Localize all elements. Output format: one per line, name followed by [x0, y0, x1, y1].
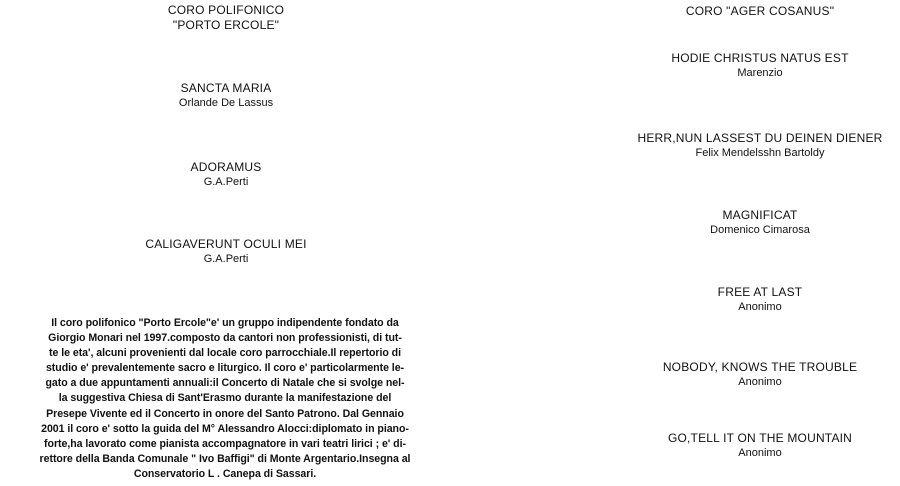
program-item	[605, 51, 900, 81]
bio-line: studio e' prevalentemente sacro e liturgico. Il coro e' particolarmente le-	[45, 362, 405, 375]
piece-composer: Marenzio	[737, 67, 783, 79]
program-item	[605, 131, 900, 161]
piece-composer: G.A.Perti	[203, 253, 249, 265]
piece-composer: Domenico Cimarosa	[710, 224, 810, 236]
bio-line: te le eta', alcuni provenienti dal locale coro parrocchiale.Il repertorio di	[49, 347, 401, 360]
bio-line: forte,ha lavorato come pianista accompagnatore in vari teatri lirici ; e' di-	[44, 437, 406, 450]
choir-biography	[10, 316, 440, 482]
program-item	[605, 431, 900, 461]
piece-title: NOBODY, KNOWS THE TROUBLE	[662, 360, 858, 374]
bio-line: Giorgio Monari nel 1997.composto da cantori non professionisti, di tut-	[48, 332, 402, 345]
choir-name-line2: "PORTO ERCOLE"	[172, 18, 280, 32]
piece-title: CALIGAVERUNT OCULI MEI	[145, 237, 307, 251]
program-item	[605, 208, 900, 238]
choir-name: CORO "AGER COSANUS"	[685, 4, 835, 18]
piece-title: HODIE CHRISTUS NATUS EST	[671, 51, 849, 65]
piece-title: ADORAMUS	[190, 160, 262, 174]
piece-title: HERR,NUN LASSEST DU DEINEN DIENER	[637, 131, 883, 145]
piece-composer: Felix Mendelsshn Bartoldy	[695, 147, 825, 159]
piece-title: SANCTA MARIA	[180, 81, 272, 95]
bio-line: Conservatorio L . Canepa di Sassari.	[133, 467, 317, 480]
bio-line: 2001 il coro e' sotto la guida del M° Alessandro Alocci:diplomato in piano-	[41, 422, 409, 435]
piece-composer: Anonimo	[738, 376, 782, 388]
piece-composer: Orlande De Lassus	[178, 97, 274, 109]
bio-line: Il coro polifonico "Porto Ercole"e' un gruppo indipendente fondato da	[51, 317, 399, 329]
choir-name-line1: CORO POLIFONICO	[167, 3, 285, 17]
program-item	[605, 360, 900, 390]
piece-composer: Anonimo	[738, 301, 782, 313]
piece-composer: G.A.Perti	[203, 176, 249, 188]
bio-line: Presepe Vivente ed il Concerto in onore del Santo Patrono. Dal Gennaio	[46, 407, 404, 420]
bio-line: la suggestiva Chiesa di Sant'Erasmo durante la manifestazione del	[58, 392, 392, 405]
piece-composer: Anonimo	[738, 447, 782, 459]
bio-line: gato a due appuntamenti annuali:il Concerto di Natale che si svolge nel-	[45, 377, 405, 390]
program-item	[0, 160, 452, 190]
piece-title: FREE AT LAST	[717, 285, 803, 299]
left-choir-header	[0, 3, 452, 33]
right-choir-header	[605, 4, 900, 19]
program-item	[0, 237, 452, 267]
piece-title: MAGNIFICAT	[722, 208, 798, 222]
program-item	[0, 81, 452, 111]
piece-title: GO,TELL IT ON THE MOUNTAIN	[667, 431, 853, 445]
program-item	[605, 285, 900, 315]
bio-line: rettore della Banda Comunale " Ivo Baffigi" di Monte Argentario.Insegna al	[39, 452, 411, 465]
